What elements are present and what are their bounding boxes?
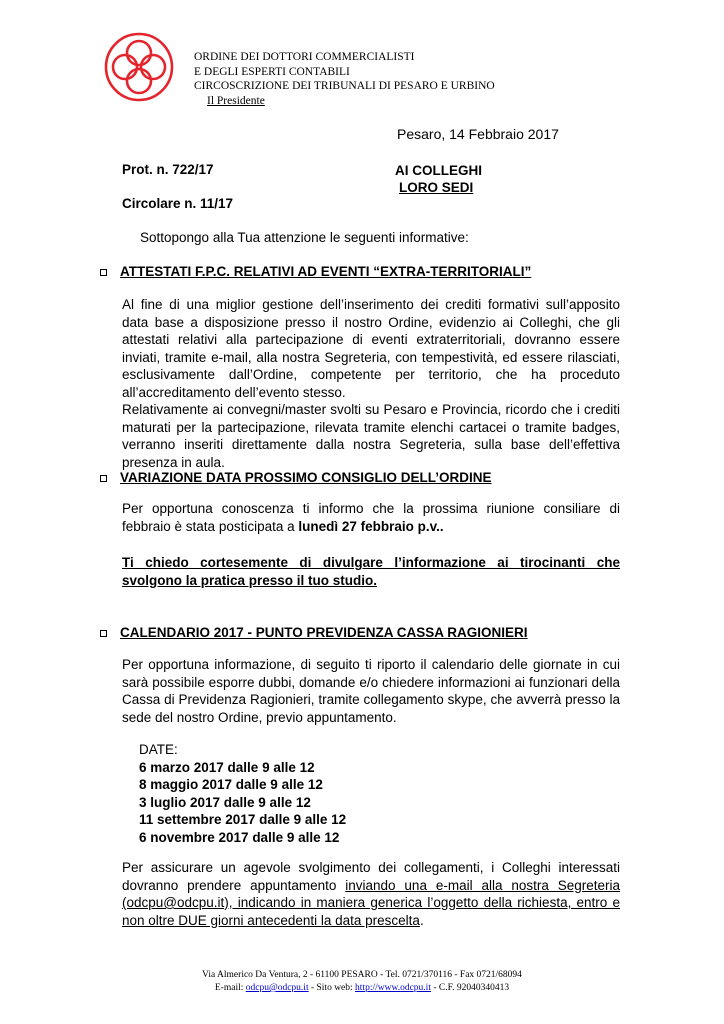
footer-address: Via Almerico Da Ventura, 2 - 61100 PESARO - Tel. 0721/370116 - Fax 0721/68094 — [202, 970, 522, 980]
section2-para1-date: lunedì 27 febbraio p.v.. — [298, 518, 444, 534]
section1-paragraph-1 — [122, 296, 620, 401]
logo-swirl-icon — [102, 30, 176, 104]
recipient-line-2: LORO SEDI — [399, 180, 474, 195]
date-item: 6 novembre 2017 dalle 9 alle 12 — [139, 829, 340, 845]
section-heading-calendario — [100, 625, 528, 640]
recipients — [395, 162, 482, 196]
checkbox-bullet-icon — [100, 269, 107, 276]
footer-email-link[interactable]: odcpu@odcpu.it — [245, 983, 309, 993]
section3-paragraph-2 — [122, 859, 620, 929]
date-item: 6 marzo 2017 dalle 9 alle 12 — [139, 759, 315, 775]
ordine-logo — [102, 30, 176, 104]
footer — [0, 969, 724, 995]
circolare-number: Circolare n. 11/17 — [122, 196, 234, 211]
dates-label: DATE: — [139, 742, 178, 757]
section3-para2-text: Per assicurare un agevole svolgimento dei collegamenti, i Colleghi interessati dovranno prendere appuntamento — [122, 860, 620, 893]
footer-email-label: E-mail: — [214, 983, 246, 993]
date-item: 8 maggio 2017 dalle 9 alle 12 — [139, 777, 323, 792]
protocol-number: Prot. n. 722/17 — [122, 162, 214, 177]
footer-contacts — [0, 982, 724, 995]
section1-para1-text: Al fine di una miglior gestione dell’inserimento dei crediti formativi sull’apposito data base a disposizione presso il nostro Ordine, evidenzio ai Colleghi, che gli attestati relativi alla partecipazione di eventi extraterritoriali, dovranno essere inviati, tramite e-mail, alla nostra Segreteria, con tempestività, ed essere rilasciati, esclusivamente dall’Ordine, competente per territorio, che ha proceduto all’accreditamento dell’evento stesso. — [122, 297, 620, 400]
footer-web-link[interactable]: http://www.odcpu.it — [355, 983, 431, 993]
section3-para2-underlined: inviando una e-mail alla nostra Segreteria (odcpu@odcpu.it), indicando in maniera generica l’oggetto della richiesta, entro e non oltre DUE giorni antecedenti la data prescelta — [122, 877, 620, 928]
checkbox-bullet-icon — [100, 475, 107, 482]
letterhead-line-1: ORDINE DEI DOTTORI COMMERCIALISTI — [194, 51, 415, 63]
section-title: CALENDARIO 2017 - PUNTO PREVIDENZA CASSA RAGIONIERI — [120, 625, 528, 640]
section-heading-variazione — [100, 470, 492, 485]
footer-cf: - C.F. 92040340413 — [430, 983, 510, 993]
date-item: 3 luglio 2017 dalle 9 alle 12 — [139, 794, 311, 810]
date-item: 11 settembre 2017 dalle 9 alle 12 — [139, 812, 347, 827]
letterhead-line-2: E DEGLI ESPERTI CONTABILI — [194, 65, 350, 78]
section2-para2-text: Ti chiedo cortesemente di divulgare l’informazione ai tirocinanti che svolgono la pratica presso il tuo studio. — [122, 555, 620, 588]
letterhead — [194, 50, 495, 108]
intro-text: Sottopongo alla Tua attenzione le seguenti informative: — [140, 230, 469, 245]
section3-paragraph-1 — [122, 656, 620, 726]
letterhead-line-3: CIRCOSCRIZIONE DEI TRIBUNALI DI PESARO E URBINO — [194, 80, 495, 92]
recipient-line-1: AI COLLEGHI — [395, 163, 482, 178]
section-title: ATTESTATI F.P.C. RELATIVI AD EVENTI “EXTRA-TERRITORIALI” — [120, 264, 532, 279]
section3-para2-end: . — [419, 912, 424, 928]
section1-paragraph-2 — [122, 401, 620, 471]
section3-para1-text: Per opportuna informazione, di seguito ti riporto il calendario delle giornate in cui sarà possibile esporre dubbi, domande e/o chiedere informazioni ai funzionari della Cassa di Previdenza Ragionieri, tramite collegamento skype, che avverrà presso la sede del nostro Ordine, previo appuntamento. — [122, 657, 620, 725]
footer-web-label: - Sito web: — [308, 983, 356, 993]
dates-list — [139, 741, 346, 846]
section2-paragraph-2 — [122, 554, 620, 589]
letter-date: Pesaro, 14 Febbraio 2017 — [397, 126, 559, 142]
section1-para2-text: Relativamente ai convegni/master svolti su Pesaro e Provincia, ricordo che i crediti maturati per la partecipazione, rilevata tramite elenchi cartacei o tramite badges, verranno inseriti direttamente dalla nostra Segreteria, sulla base dell’effettiva presenza in aula. — [122, 402, 620, 470]
section-title: VARIAZIONE DATA PROSSIMO CONSIGLIO DELL’ORDINE — [120, 470, 492, 485]
letterhead-subtitle: Il Presidente — [207, 94, 265, 107]
section2-para1-text: Per opportuna conoscenza ti informo che la prossima riunione consiliare di febbraio è stata posticipata a — [122, 501, 620, 534]
section2-paragraph-1 — [122, 500, 620, 535]
checkbox-bullet-icon — [100, 630, 107, 637]
section-heading-attestati — [100, 264, 531, 279]
